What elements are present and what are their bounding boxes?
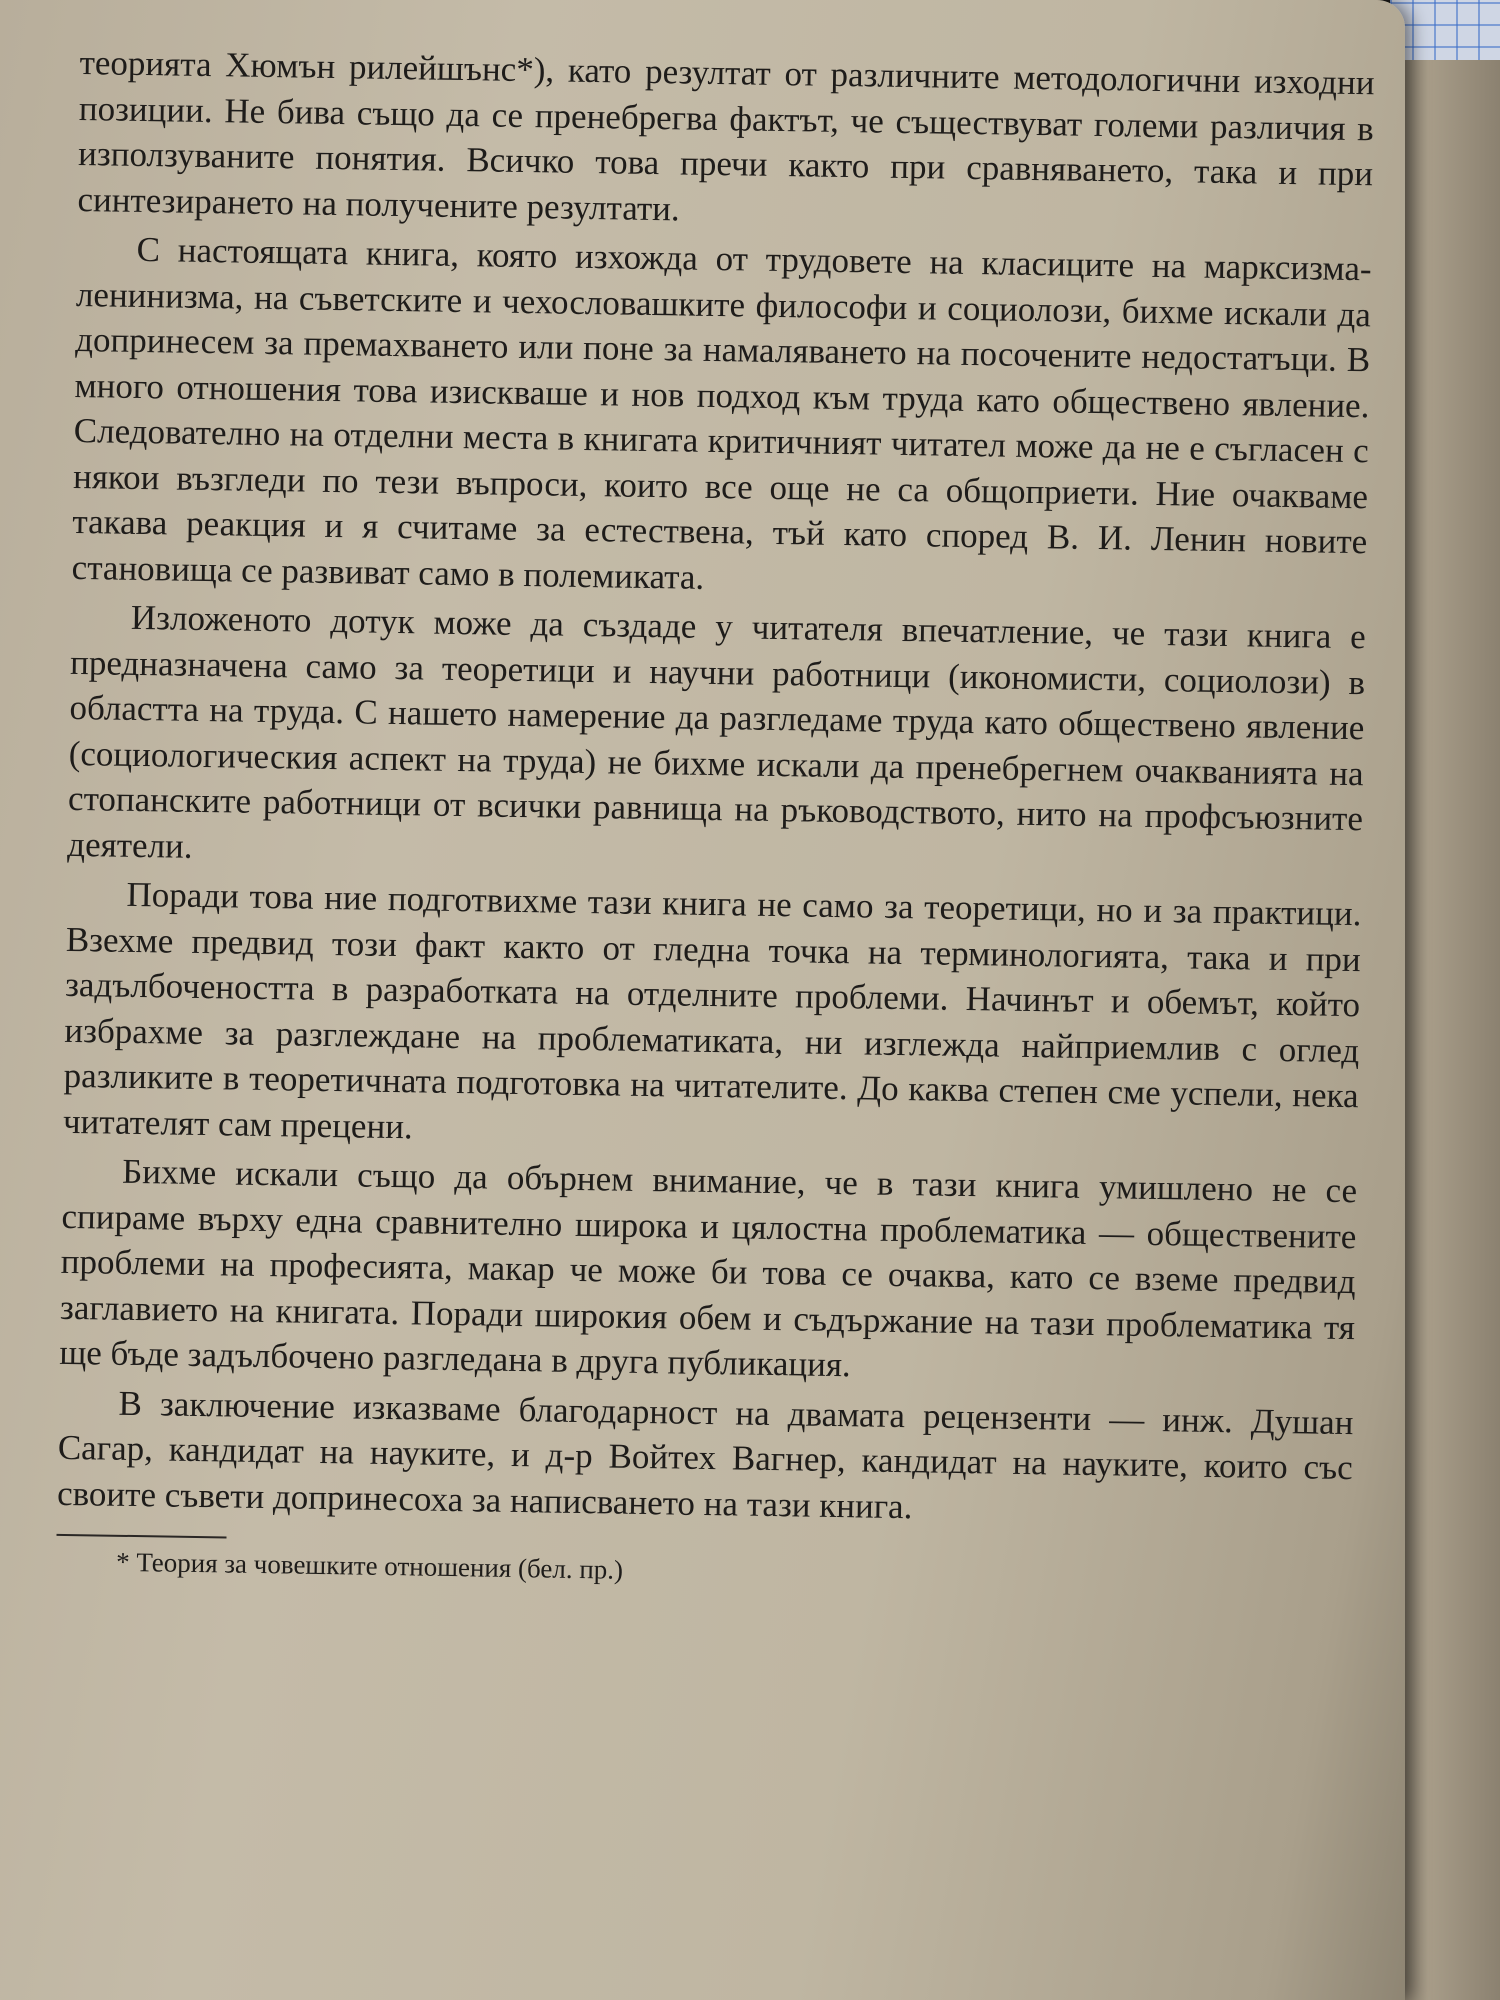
- paragraph-continuation: теорията Хюмън рилейшънс*), като резултат от различните методологични изходни позиции. Не бива също да се пренебрегва фактът, че съществуват големи различия в използуваните понятия. Всичко това пречи както при сравняването, така и при синтезирането на получените резултати.: [77, 42, 1375, 228]
- paragraph: Изложеното дотук може да създаде у читателя впечатление, че тази книга е предназначена само за теоретици и научни работници (икономисти, социолози) в областта на труда. С нашето намерение да разгледаме труда като обществено явление (социологическия аспект на труда) не бихме искали да пренебрегнем очакванията на стопанските работници от всички равнища на ръководството, нито на профсъюзните деятели.: [67, 597, 1367, 866]
- footnote: * Теория за човешките отношения (бел. пр.): [115, 1546, 624, 1585]
- footnote-divider: [57, 1534, 227, 1539]
- page-text-block: [56, 40, 1375, 1598]
- paragraph: В заключение изказваме благодарност на двамата рецензенти — инж. Душан Сагар, кандидат на науките, и д-р Войтех Вагнер, кандидат на науките, които със своите съвети допринесоха за написването на тази книга.: [56, 1383, 1354, 1526]
- paragraph: Поради това ние подготвихме тази книга не само за теоретици, но и за практици. Взехме предвид този факт както от гледна точка на терминологията, така и при задълбочеността в разработката на отделните проблеми. Начинът и обемът, който избрахме за разглеждане на проблематиката, ни изглежда найприемлив с оглед разликите в теоретичната подготовка на читателите. До каква степен сме успели, нека читателят сам прецени.: [62, 874, 1362, 1146]
- paragraph: Бихме искали също да обърнем внимание, че в тази книга умишлено не се спираме върху една сравнително широка и цялостна проблематика — обществените проблеми на професията, макар че може би това се очаква, като се вземе предвид заглавието на книгата. Поради широкия обем и съдържание на тази проблематика тя ще бъде задълбочено разгледана в друга публикация.: [59, 1151, 1358, 1385]
- paragraph: С настоящата книга, която изхожда от трудовете на класиците на марксизма-ленинизма, на съветските и чехословашките философи и социолози, бихме искали да допринесем за премахването или поне за намаляването на посочените недостатъци. В много отношения това изискваше и нов подход към труда като обществено явление. Следователно на отделни места в книгата критичният читател може да не е съгласен с някои възгледи по тези въпроси, които все още не са общоприети. Ние очакваме такава реакция и я считаме за естествена, тъй като според В. И. Ленин новите становища се развиват само в полемиката.: [71, 229, 1372, 597]
